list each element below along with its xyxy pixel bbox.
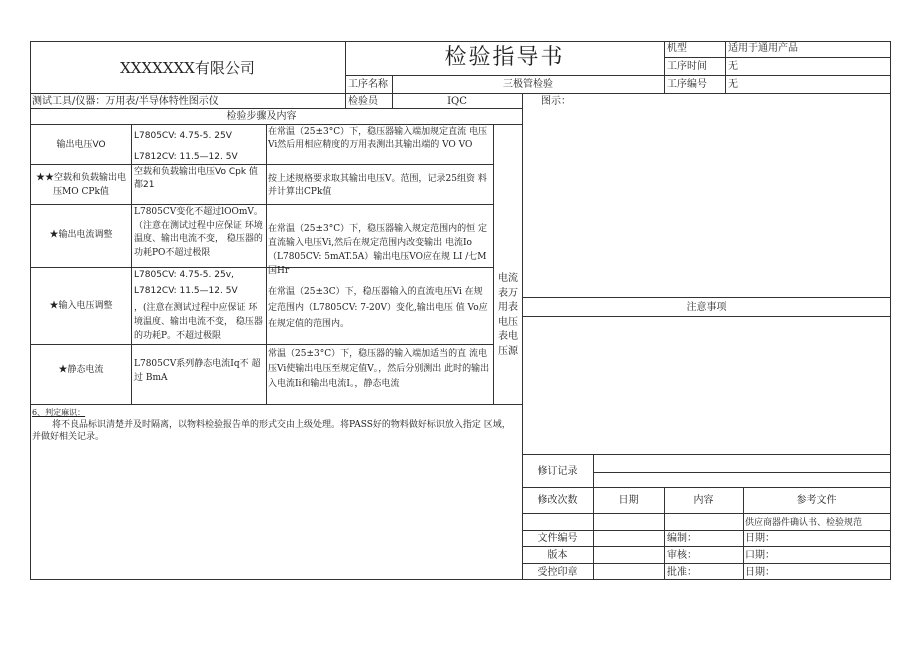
inspector-label: 检验员 xyxy=(348,96,378,107)
process-name-label: 工序名称 xyxy=(348,79,388,90)
step-spec-3: L7805CV变化不超过lOOmV。（注意在测试过程中应保证 环境温度、输出电流不变， 稳压器的功耗PO不超过极限 xyxy=(134,207,263,258)
figure-label: 图示： xyxy=(541,96,571,107)
step-spec-4a: L7805CV: 4.75-5. 25v, xyxy=(134,270,234,280)
reviewed-label: 审核： xyxy=(667,550,697,561)
revision-reference-value: 供应商器件确认书、检验规范 xyxy=(745,518,863,528)
prepared-label: 编制： xyxy=(667,533,697,544)
step-spec-4b: L7812CV: 11.5—12. 5V xyxy=(134,286,238,296)
step-item-4: ★输入电压调整 xyxy=(49,301,113,311)
process-name-value: 三极管检验 xyxy=(503,79,553,90)
step-spec-2: 空载和负载输出电压Vo Cpk 值都21 xyxy=(134,167,258,190)
company-name: XXXXXXX有限公司 xyxy=(120,59,255,77)
stamp-label: 受控印章 xyxy=(537,567,578,578)
model-value: 适用于通用产品 xyxy=(728,43,798,54)
notes-heading: 注意事项 xyxy=(686,302,727,313)
revision-count-label: 修改次数 xyxy=(537,495,578,506)
step-item-1: 输出电压VO xyxy=(56,140,106,150)
step-method-4: 在常温（25±3C）下，稳压器输入的直流电压Vi 在规定范围内（L7805CV: 7-20V）变化,输出电压 值 Vo应在规定值的范围内。 xyxy=(268,287,488,329)
doc-no-label: 文件编号 xyxy=(537,533,578,544)
instrument-side-label: 电流表万用表电压表电压源 xyxy=(498,273,518,357)
step-item-5: ★静态电流 xyxy=(58,365,104,375)
steps-heading: 检验步骤及内容 xyxy=(226,111,297,122)
judgment-text: 将不良品标识清楚并及时隔离，以物料检验报告单的形式交由上级处理。将PASS好的物料做好标识放入指定 区域，并做好相关记录。 xyxy=(32,420,511,442)
page-title: 检验指导书 xyxy=(444,45,565,70)
step-spec-4c: ，(注意在测试过程中应保证 环境温度、输出电流不变， 稳压器的功耗P。不超过极限 xyxy=(134,303,263,341)
reviewed-date-label: 口期： xyxy=(745,550,775,561)
time-value: 无 xyxy=(728,61,738,72)
step-method-5: 常温（25±3°C）下，稳压器的输入端加适当的直 流电压Vi使输出电压至规定值V。，然后分别测出 此时的输出入电流Ii和输出电流I。，静态电流 xyxy=(268,349,490,389)
judgment-title: 6、判定麻识： xyxy=(32,408,86,417)
version-label: 版本 xyxy=(547,550,568,561)
step-spec-1b: L7812CV: 11.5—12. 5V xyxy=(134,152,238,162)
step-method-3: 在常温（25±3°C）下，稳压器输入规定范围内的恒 定直流输入电压Vi,然后在规定范围内改变输出 电流Io （L7805CV: 5mAT.5A）输出电压VO应在规 LI /七M国Hr xyxy=(268,224,487,276)
model-label: 机型 xyxy=(667,43,687,54)
prepared-date-label: 日期： xyxy=(745,533,775,544)
approved-label: 批准： xyxy=(667,567,697,578)
step-spec-5: L7805CV系列静态电流Iq不 超过 BmA xyxy=(134,359,261,383)
revision-record-label: 修订记录 xyxy=(537,466,578,477)
step-method-1: 在常温（25±3°C）下，稳压器输入端加规定直流 电压Vi然后用相应精度的万用表测出其输出端的 VO VO xyxy=(268,127,487,150)
step-method-2: 按上述规格要求取其输出电压V。范围，记录25组资 料并计算出CPk值 xyxy=(268,174,487,197)
revision-date-label: 日期 xyxy=(618,495,639,506)
revision-reference-label: 参考文件 xyxy=(796,495,837,506)
time-label: 工序时间 xyxy=(667,61,707,72)
revision-content-label: 内容 xyxy=(693,495,714,506)
inspector-value: IQC xyxy=(447,96,467,107)
tools-label: 测试工具/仪器：万用表/半导体特性图示仪 xyxy=(32,96,219,107)
approved-date-label: 日期： xyxy=(745,567,775,578)
step-item-3: ★输出电流调整 xyxy=(49,230,113,240)
step-spec-1a: L7805CV: 4.75-5. 25V xyxy=(134,131,232,141)
step-item-2: ★★空载和负载输出电压MO CPk值 xyxy=(35,173,126,197)
process-no-value: 无 xyxy=(728,79,738,90)
process-no-label: 工序编号 xyxy=(667,79,707,90)
